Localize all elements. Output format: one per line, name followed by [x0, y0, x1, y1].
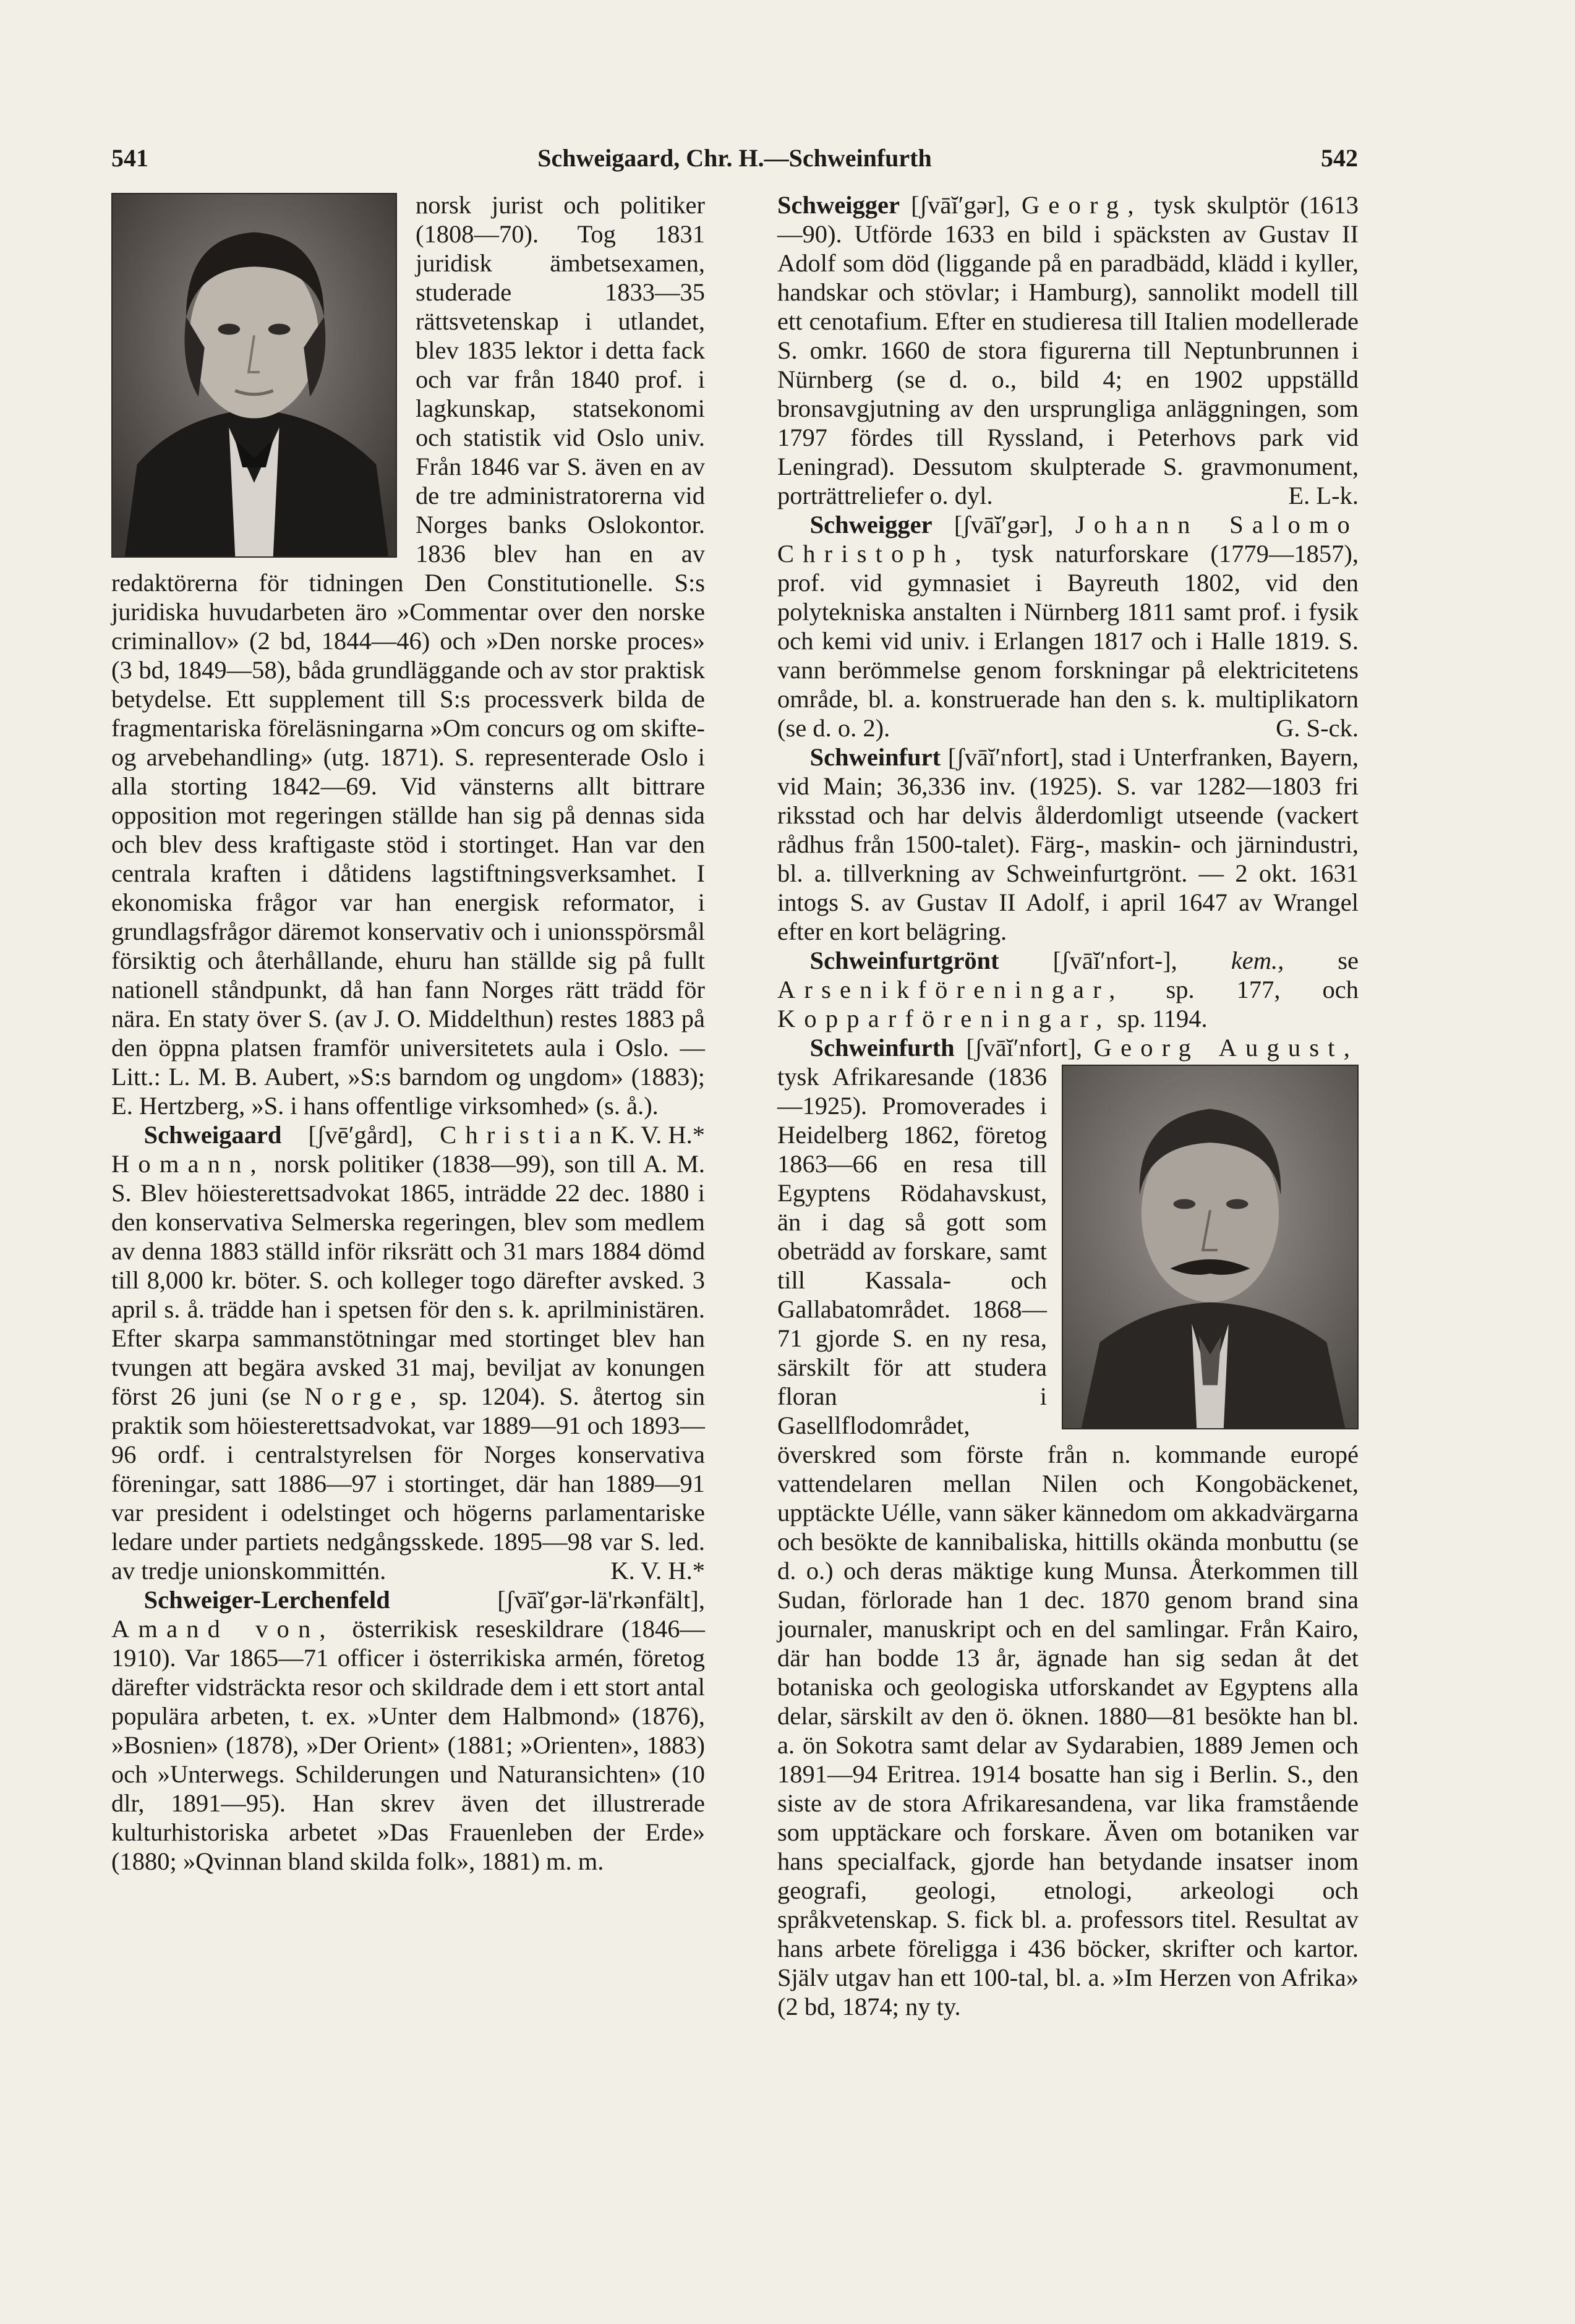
- pronunciation: [ʃvāĭʹgər-lä'rkənfält],: [497, 1586, 705, 1614]
- entry-schweigger-georg: [777, 190, 1359, 510]
- pronunciation: [ʃvāĭʹnfort],: [966, 1034, 1082, 1062]
- author-signature: G. S-ck.: [1276, 714, 1359, 742]
- entry-text: tysk naturforskare (1779—1857), prof. vid gymnasiet i Bayreuth 1802, vid den polytekniska anstalten i Nürnberg 1811 samt prof. i fysik och kemi vid univ. i Erlangen 1817 och i Halle 1819. S. vann berömmelse genom forskningar på elektricitetens område, bl. a. konstruerade han den s. k. multiplikatorn (se d. o. 2).: [777, 540, 1359, 742]
- entry-person-name: Amand von,: [111, 1615, 335, 1643]
- portrait-schweigaard-image: [111, 193, 397, 558]
- entry-text: tysk skulptör (1613—90). Utförde 1633 en bild i späcksten av Gustav II Adolf som död (liggande på en paradbädd, klädd i kyller, handskar och stövlar; i Hamburg), sannolikt modell till ett cenotafium. Efter en studieresa till Italien modellerade S. omkr. 1660 de stora figurerna till Neptunbrunnen i Nürnberg (se d. o., bild 4; en 1902 uppställd bronsavgjutning av den ursprungliga anläggningen, som 1797 fördes till Ryssland, i Peterhovs park vid Leningrad). Dessutom skulpterade S. gravmonument, porträttreliefer o. dyl.: [777, 191, 1359, 509]
- entry-headword: Schweigger: [809, 511, 933, 538]
- entry-text: norsk jurist och politiker (1808—70). Tog 1831 juridisk ämbetsexamen, studerade 1833—35 rättsvetenskap i utlandet, blev 1835 lektor i detta fack och var från 1840 prof. i lagkunskap, statsekonomi och statistik vid Oslo univ. Från 1846 var S. även en av de tre administratorerna vid Norges banks Oslokontor. 1836 blev han en av redaktörerna för tidningen Den Constitutionelle. S:s juridiska huvudarbeten äro »Commentar over den norske criminallov» (2 bd, 1844—46) och »Den norske proces» (3 bd, 1849—58), båda grundläggande och av stor praktisk betydelse. Ett supplement till S:s processverk bilda de fragmentariska föreläsningarna »Om concurs og om skifte- og arvebehandling» (utg. 1871). S. representerade Oslo i alla storting 1842—69. Vid vänsterns allt bittrare opposition mot regeringen ställde han sig på dennas sida och blev dess kraftigaste stöd i stortinget. Han var den centrala kraften i dåtidens lagstiftningsverksamhet. I ekonomiska frågor var han energisk reformator, i grundlagsfrågor däremot konservativ och i unionsspörsmål försiktig och återhållande, ehuru han ställde sig på fullt nationell ståndpunkt, då han fann Norges rätt trädd för nära. En staty över S. (av J. O. Middelthun) restes 1883 på den öppna platsen framför universitetets aula i Oslo. — Litt.: L. M. B. Aubert, »S:s barndom og ungdom» (1883); E. Hertzberg, »S. i hans offentlige virksomhed» (s. å.).: [111, 191, 705, 1120]
- running-header: [111, 143, 1358, 181]
- entry-text: sp. 177, och: [1166, 976, 1359, 1003]
- author-signature: K. V. H.*: [610, 1557, 705, 1585]
- entry-schweinfurt: [777, 743, 1359, 946]
- right-column: [777, 190, 1359, 2021]
- left-column: [111, 190, 705, 1876]
- entry-schweinfurth: [777, 1033, 1359, 2021]
- entry-text: se: [1338, 947, 1359, 974]
- pronunciation: [ʃvāĭʹgər],: [911, 191, 1010, 219]
- portrait-schweinfurth-image: [1062, 1065, 1359, 1429]
- cross-reference: Norge,: [304, 1382, 425, 1410]
- entry-text: österrikisk reseskildrare (1846—1910). Var 1865—71 officer i österrikiska armén, företog därefter vidsträckta resor och skildrade dem i ett stort antal populära arbeten, t. ex. »Unter dem Halbmond» (1876), »Bosnien» (1878), »Der Orient» (1881; »Orienten», 1883) och »Unterwegs. Schilderungen und Naturansichten» (10 dlr, 1891—95). Han skrev även det illustrerade kulturhistoriska arbetet »Das Frauenleben der Erde» (1880; »Qvinnan bland skilda folk», 1881) m. m.: [111, 1615, 705, 1875]
- entry-headword: Schweinfurt: [809, 743, 941, 771]
- author-signature: K. V. H.*: [610, 1121, 705, 1149]
- entry-headword: Schweinfurtgrönt: [809, 947, 999, 974]
- entry-headword: Schweinfurth: [809, 1034, 955, 1062]
- entry-headword: Schweiger-Lerchenfeld: [143, 1586, 390, 1614]
- entry-person-name: Johann Salomo Christoph,: [777, 511, 1359, 568]
- entry-text: sp. 1194.: [1117, 1005, 1208, 1032]
- cross-reference: Arsenikföreningar,: [777, 976, 1124, 1003]
- page-number-right: 542: [1321, 144, 1358, 172]
- entry-person-name: Georg August,: [1093, 1034, 1359, 1062]
- entry-text: tysk Afrikaresande (1836—1925). Promoverades i Heidelberg 1862, företog 1863—66 en resa till Egyptens Rödahavskust, än i dag så gott som obeträdd av forskare, samt till Kassala- och Gallabatområdet. 1868—71 gjorde S. en ny resa, särskilt för att studera floran i Gasellflodområdet, överskred som förste från n. kommande europé vattendelaren mellan Nilen och Kongobäckenet, upptäckte Uélle, vann säker kännedom om akkadvärgarna och besökte de kannibaliska, hittills okända monbuttu (se d. o.) och deras mäktige kung Munsa. Återkommen till Sudan, förlorade han 1 dec. 1870 genom brand sina journaler, manuskript och en del samlingar. Från Kairo, där han bodde 13 år, ägnade han sig sedan åt det botaniska och geologiska utforskandet av Egyptens alla delar, särskilt av den ö. öknen. 1880—81 besökte han bl. a. ön Sokotra samt delar av Sydarabien, 1889 Jemen och 1891—94 Eritrea. 1914 bosatte han sig i Berlin. S., den siste av de stora Afrikaresandena, var lika framstående som upptäckare och forskare. Även om botaniken var hans specialfack, gjorde han betydande insatser inom geografi, geologi, etnologi, arkeologi och språkvetenskap. S. fick bl. a. professors titel. Resultat av hans arbete föreligga i 436 böcker, skrifter och kartor. Själv utgav han ett 100-tal, bl. a. »Im Herzen von Afrika» (2 bd, 1874; ny ty.: [777, 1063, 1359, 2020]
- cross-reference: Kopparföreningar,: [777, 1005, 1111, 1032]
- pronunciation: [ʃvāĭʹnfort],: [947, 743, 1064, 771]
- entry-text: stad i Unterfranken, Bayern, vid Main; 36,336 inv. (1925). S. var 1282—1803 fri riksstad och har delvis ålderdomligt utseende (vackert rådhus från 1500-talet). Färg-, maskin- och järnindustri, bl. a. tillverkning av Schweinfurtgrönt. — 2 okt. 1631 intogs S. av Gustav II Adolf, i april 1647 av Wrangel efter en kort belägring.: [777, 743, 1359, 945]
- pronunciation: [ʃvāĭʹnfort-],: [1052, 947, 1177, 974]
- entry-text: sp. 1204). S. återtog sin praktik som höiesterettsadvokat, var 1889—91 och 1893—96 ordf. i centralstyrelsen för Norges konservativa föreningar, satt 1886—97 i stortinget, där han 1889—91 var president i odelstinget och högerns parlamentariske ledare under partiets nedgångsskede. 1895—98 var S. led. av tredje unionskommittén.: [111, 1382, 706, 1585]
- entry-text: norsk politiker (1838—99), son till A. M. S. Blev höiesterettsadvokat 1865, inträdde 22 dec. 1880 i den konservativa Selmerska regeringen, blev som medlem av denna 1883 ställd inför riksrätt och 31 mars 1884 dömd till 8,000 kr. böter. S. och kolleger togo därefter avsked. 3 april s. å. trädde han i spetsen för den s. k. aprilministären. Efter skarpa sammanstötningar med stortinget blev han tvungen att begära avsked 31 maj, beviljat av konungen först 26 juni (se: [111, 1150, 705, 1410]
- pronunciation: [ʃvēʹgård],: [308, 1121, 414, 1149]
- running-title: Schweigaard, Chr. H.—Schweinfurth: [537, 144, 932, 172]
- page-number-left: 541: [111, 144, 148, 172]
- entry-person-name: Georg,: [1022, 191, 1143, 219]
- entry-person-name: Christian Homann,: [111, 1121, 611, 1178]
- author-signature: E. L-k.: [1288, 482, 1359, 509]
- entry-headword: Schweigger: [777, 191, 900, 219]
- pronunciation: [ʃvāĭʹgər],: [954, 511, 1054, 538]
- entry-schweigger-johann: [777, 510, 1359, 743]
- entry-schweigaard-christian: [111, 1120, 705, 1585]
- entry-headword: Schweigaard: [143, 1121, 282, 1149]
- subject-abbreviation: kem.,: [1231, 947, 1284, 974]
- entry-schweiger-lerchenfeld: [111, 1585, 705, 1876]
- entry-schweinfurtgront: [777, 946, 1359, 1033]
